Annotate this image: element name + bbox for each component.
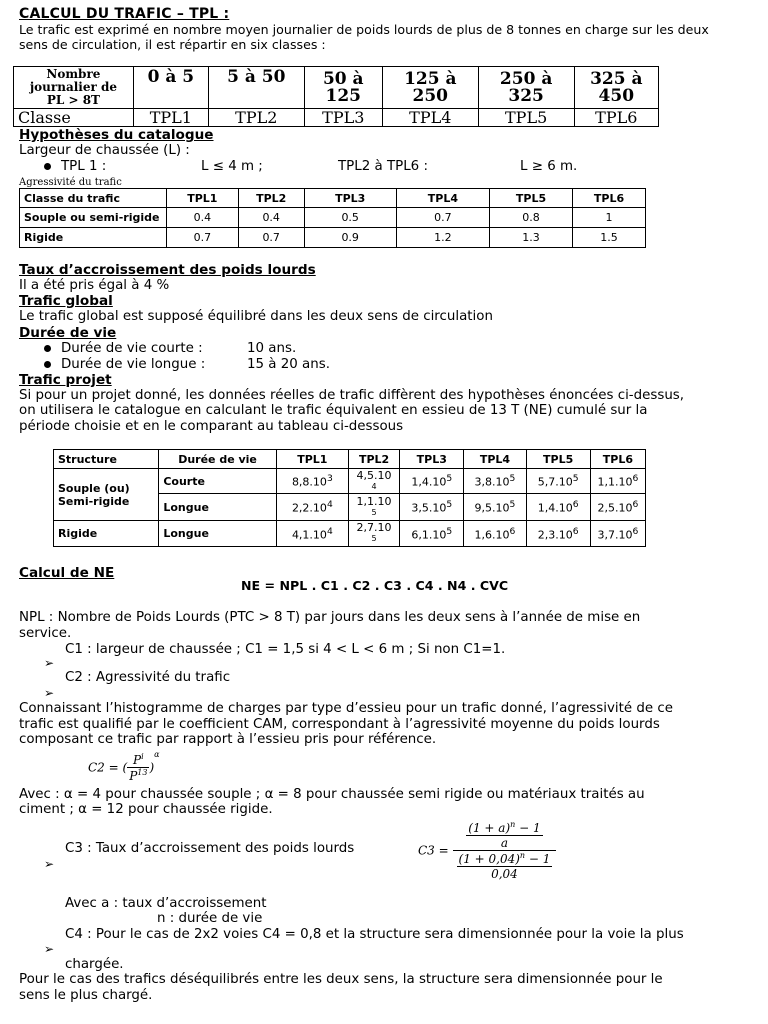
header-cell: TPL3	[304, 189, 396, 208]
c3-formula: C3 = $\frac{\frac{(1 + a)^n - 1}{a}}{\frac{(1 + 0,04)^n - 1}{0,04}}$	[418, 820, 556, 881]
bullet-icon	[44, 361, 51, 368]
final-line: sens le plus chargé.	[19, 988, 153, 1003]
table-row	[20, 189, 646, 208]
value-cell: 0.5	[304, 208, 396, 228]
table-row	[54, 469, 646, 494]
lifetime-item: Durée de vie longue :	[44, 357, 205, 372]
range-cell: 125 à 250	[382, 67, 478, 109]
value-cell: 0.7	[166, 228, 238, 248]
cam-line: Connaissant l’histogramme de charges par type d’essieu pour un trafic donné, l’agressivité de ce	[19, 701, 673, 716]
ne-value-cell: 2,7.10 5	[348, 521, 399, 547]
ne-value-cell: 2,3.10$^6$	[526, 521, 590, 547]
header-cell: TPL1	[276, 450, 348, 469]
aggressivity-caption: Agressivité du trafic	[19, 177, 122, 188]
c4-line: chargée.	[65, 957, 124, 972]
value-cell: 0.9	[304, 228, 396, 248]
structure-rigide: Rigide	[54, 521, 159, 547]
ne-value-cell: 5,7.10$^5$	[526, 469, 590, 494]
class-cell: TPL4	[382, 109, 478, 127]
value-cell: 0.4	[166, 208, 238, 228]
range-cell: 50 à 125	[304, 67, 382, 109]
table-row	[54, 450, 646, 469]
alpha-line: ciment ; α = 12 pour chaussée rigide.	[19, 802, 273, 817]
npl-line: NPL : Nombre de Poids Lourds (PTC > 8 T) par jours dans les deux sens à l’année de mise en	[19, 610, 641, 625]
value-cell: 0.7	[238, 228, 304, 248]
classe-label: Classe	[14, 109, 134, 127]
table-row	[20, 228, 646, 248]
ne-heading: Calcul de NE	[19, 565, 115, 581]
ne-value-cell: 2,2.10$^4$	[276, 494, 348, 521]
growth-heading: Taux d’accroissement des poids lourds	[19, 262, 316, 278]
lifetime-heading: Durée de vie	[19, 325, 117, 341]
range-cell: 250 à 325	[478, 67, 574, 109]
header-cell: TPL4	[396, 189, 489, 208]
bullet-icon	[44, 345, 51, 352]
header-cell: TPL5	[489, 189, 572, 208]
ne-value-cell: 3,7.10$^6$	[590, 521, 645, 547]
ne-value-cell: 3,8.10$^5$	[464, 469, 526, 494]
project-line: période choisie et en le comparant au tableau ci-dessous	[19, 419, 404, 434]
ne-value-cell: 1,1.10$^6$	[590, 469, 645, 494]
ne-value-cell: 8,8.10$^3$	[276, 469, 348, 494]
duree-cell: Longue	[159, 494, 276, 521]
lifetime-value: 10 ans.	[247, 341, 297, 356]
header-cell: Structure	[54, 450, 159, 469]
value-cell: 1	[573, 208, 646, 228]
ne-value-cell: 1,6.10$^6$	[464, 521, 526, 547]
header-nombre-journalier: Nombre journalier de PL > 8T	[14, 67, 134, 109]
intro-line-2: sens de circulation, il est répartir en six classes :	[19, 37, 326, 52]
class-cell: TPL1	[133, 109, 208, 127]
hypotheses-tpl2-6-width: L ≥ 6 m.	[520, 159, 578, 174]
ne-value-cell: 1,4.10$^5$	[400, 469, 464, 494]
class-cell: TPL6	[574, 109, 658, 127]
c4-line: C4 : Pour le cas de 2x2 voies C4 = 0,8 et la structure sera dimensionnée pour la voie la plus	[65, 927, 684, 942]
table-row	[14, 109, 659, 127]
hypotheses-tpl2-6: TPL2 à TPL6 :	[338, 159, 428, 174]
value-cell: 1.2	[396, 228, 489, 248]
lifetime-value: 15 à 20 ans.	[247, 357, 330, 372]
ne-value-cell: 2,5.10$^6$	[590, 494, 645, 521]
header-cell: TPL1	[166, 189, 238, 208]
structure-souple: Souple (ou) Semi-rigide	[54, 469, 159, 521]
c2-line: C2 : Agressivité du trafic	[65, 670, 231, 685]
lifetime-item: Durée de vie courte :	[44, 341, 203, 356]
value-cell: 0.4	[238, 208, 304, 228]
global-text: Le trafic global est supposé équilibré dans les deux sens de circulation	[19, 309, 493, 324]
table-row	[20, 208, 646, 228]
ne-value-cell: 1,4.10$^6$	[526, 494, 590, 521]
bullet-icon	[44, 163, 51, 170]
header-cell: Durée de vie	[159, 450, 276, 469]
ne-value-cell: 6,1.10$^5$	[400, 521, 464, 547]
range-cell: 325 à 450	[574, 67, 658, 109]
arrow-bullet-icon: ➢	[44, 942, 55, 956]
cam-line: composant ce trafic par rapport à l’essieu pris pour référence.	[19, 732, 437, 747]
duree-cell: Longue	[159, 521, 276, 547]
c3-line: C3 : Taux d’accroissement des poids lourds	[65, 841, 355, 856]
header-cell: TPL6	[573, 189, 646, 208]
header-cell: TPL2	[238, 189, 304, 208]
c1-line: C1 : largeur de chaussée ; C1 = 1,5 si 4 < L < 6 m ; Si non C1=1.	[65, 642, 506, 657]
header-cell: Classe du trafic	[20, 189, 167, 208]
npl-line: service.	[19, 626, 72, 641]
ne-value-cell: 1,1.10 5	[348, 494, 399, 521]
table-row	[54, 521, 646, 547]
intro-line-1: Le trafic est exprimé en nombre moyen journalier de poids lourds de plus de 8 tonnes en charge sur les deux	[19, 22, 709, 37]
duree-cell: Courte	[159, 469, 276, 494]
project-line: Si pour un projet donné, les données réelles de trafic diffèrent des hypothèses énoncées ci-dessus,	[19, 388, 685, 403]
header-cell: TPL2	[348, 450, 399, 469]
ne-value-cell: 3,5.10$^5$	[400, 494, 464, 521]
arrow-bullet-icon: ➢	[44, 857, 55, 871]
class-cell: TPL5	[478, 109, 574, 127]
page-title: CALCUL DU TRAFIC – TPL :	[19, 6, 230, 22]
ne-table	[53, 449, 646, 547]
table-row	[14, 67, 659, 109]
row-label: Rigide	[20, 228, 167, 248]
arrow-bullet-icon: ➢	[44, 656, 55, 670]
alpha-line: Avec : α = 4 pour chaussée souple ; α = 8 pour chaussée semi rigide ou matériaux traités au	[19, 787, 645, 802]
header-cell: TPL5	[526, 450, 590, 469]
hypotheses-bullet: TPL 1 :	[44, 159, 106, 174]
project-heading: Trafic projet	[19, 372, 112, 388]
aggressivity-table	[19, 188, 646, 248]
growth-text: Il a été pris égal à 4 %	[19, 278, 170, 293]
header-cell: TPL6	[590, 450, 645, 469]
header-cell: TPL3	[400, 450, 464, 469]
class-cell: TPL2	[208, 109, 304, 127]
hypotheses-line: Largeur de chaussée (L) :	[19, 143, 190, 158]
range-cell: 0 à 5	[133, 67, 208, 109]
cam-line: trafic est qualifié par le coefficient CAM, correspondant à l’agressivité moyenne du poids lourds	[19, 717, 660, 732]
hypotheses-heading: Hypothèses du catalogue	[19, 127, 214, 143]
value-cell: 0.8	[489, 208, 572, 228]
ne-value-cell: 4,5.10 4	[348, 469, 399, 494]
hypotheses-tpl1-width: L ≤ 4 m ;	[201, 159, 263, 174]
row-label: Souple ou semi-rigide	[20, 208, 167, 228]
project-line: on utilisera le catalogue en calculant le trafic équivalent en essieu de 13 T (NE) cumulé sur la	[19, 403, 648, 418]
header-cell: TPL4	[464, 450, 526, 469]
range-cell: 5 à 50	[208, 67, 304, 109]
value-cell: 1.3	[489, 228, 572, 248]
class-cell: TPL3	[304, 109, 382, 127]
value-cell: 1.5	[573, 228, 646, 248]
c2-formula: C2 = ( $\frac{P^i}{P^{13}}$ )$^\alpha$	[88, 750, 160, 783]
avec-a-line: Avec a : taux d’accroissement	[65, 896, 267, 911]
final-line: Pour le cas des trafics déséquilibrés entre les deux sens, la structure sera dimensionnée pour le	[19, 972, 663, 987]
avec-n-line: n : durée de vie	[157, 911, 263, 926]
ne-formula: NE = NPL . C1 . C2 . C3 . C4 . N4 . CVC	[241, 578, 509, 593]
ne-value-cell: 9,5.10$^5$	[464, 494, 526, 521]
arrow-bullet-icon: ➢	[44, 686, 55, 700]
traffic-classes-table	[13, 66, 659, 127]
value-cell: 0.7	[396, 208, 489, 228]
ne-value-cell: 4,1.10$^4$	[276, 521, 348, 547]
global-heading: Trafic global	[19, 293, 113, 309]
